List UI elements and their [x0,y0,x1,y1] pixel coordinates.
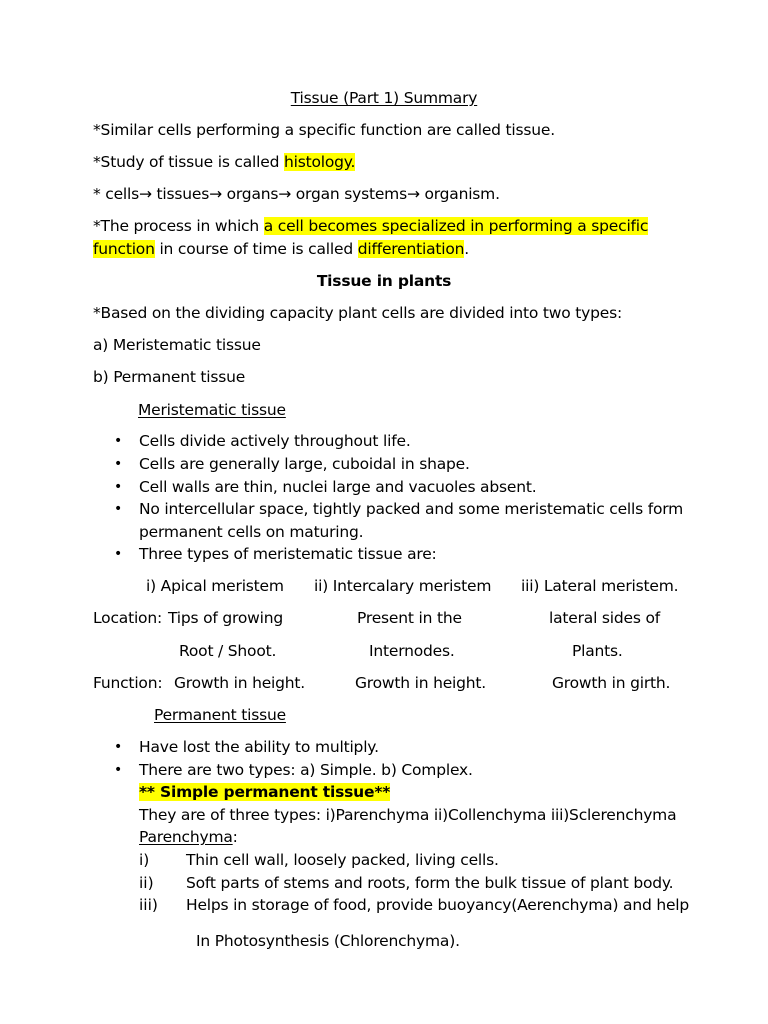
highlight-specialized: a cell becomes specialized in performing a specific [263,217,649,235]
permanent-bullet-1: Have lost the ability to multiply. [139,738,379,756]
intro-line-2-pre: *Study of tissue is called [93,153,284,171]
location-lateral: lateral sides of [549,609,661,627]
intro-line-1: *Similar cells performing a specific function are called tissue. [93,121,555,139]
location-lateral-2: Plants. [572,642,623,660]
point-1-text: Thin cell wall, loosely packed, living cells. [186,851,499,869]
title-text: Tissue (Part 1) Summary [290,89,478,107]
meristematic-bullet-4-cont: permanent cells on maturing. [139,523,364,541]
three-types-line: They are of three types: i)Parenchyma ii)Collenchyma iii)Sclerenchyma [139,806,677,824]
location-label: Location: [93,609,162,627]
intro-line-3: * cells→ tissues→ organs→ organ systems→ organism. [93,185,500,203]
location-intercalary: Present in the [357,609,462,627]
type-lateral: iii) Lateral meristem. [521,577,679,595]
parenchyma-label: Parenchyma [139,828,233,846]
intro-line-5-end: . [464,240,469,258]
highlight-differentiation: differentiation [357,240,465,258]
function-lateral: Growth in girth. [552,674,671,692]
point-2-num: ii) [139,874,154,892]
parenchyma-colon: : [232,828,238,846]
point-3-text: Helps in storage of food, provide buoyancy(Aerenchyma) and help [186,896,690,914]
simple-permanent-heading [139,782,390,802]
simple-permanent-highlight: ** Simple permanent tissue** [139,783,391,801]
function-intercalary: Growth in height. [355,674,487,692]
location-intercalary-2: Internodes. [369,642,455,660]
bullet-icon: • [114,479,123,495]
intro-line-5-mid: in course of time is called [154,240,358,258]
intro-line-5 [93,239,469,259]
meristematic-bullet-4: No intercellular space, tightly packed and some meristematic cells form [139,500,684,518]
type-intercalary: ii) Intercalary meristem [314,577,492,595]
bullet-icon: • [114,739,123,755]
page-title [0,88,768,108]
bullet-icon: • [114,501,123,517]
point-1-num: i) [139,851,150,869]
permanent-heading: Permanent tissue [154,706,286,724]
point-2-text: Soft parts of stems and roots, form the bulk tissue of plant body. [186,874,674,892]
intro-line-4-pre: *The process in which [93,217,264,235]
highlight-histology: histology. [283,153,356,171]
meristematic-bullet-3: Cell walls are thin, nuclei large and vacuoles absent. [139,478,537,496]
location-apical: Tips of growing [168,609,284,627]
bullet-icon: • [114,762,123,778]
meristematic-heading: Meristematic tissue [138,401,286,419]
intro-line-4 [93,216,648,236]
intro-line-2 [93,152,355,172]
permanent-bullet-2: There are two types: a) Simple. b) Complex. [139,761,473,779]
meristematic-bullet-1: Cells divide actively throughout life. [139,432,411,450]
meristematic-bullet-5: Three types of meristematic tissue are: [139,545,437,563]
point-3-num: iii) [139,896,158,914]
parenchyma-label-line [139,827,238,847]
point-3-continued: In Photosynthesis (Chlorenchyma). [196,932,460,950]
plants-heading: Tissue in plants [316,272,452,290]
plants-line-1: *Based on the dividing capacity plant cells are divided into two types: [93,304,622,322]
bullet-icon: • [114,546,123,562]
function-label: Function: [93,674,163,692]
type-apical: i) Apical meristem [146,577,284,595]
location-apical-2: Root / Shoot. [179,642,277,660]
bullet-icon: • [114,456,123,472]
highlight-function: function [93,240,155,258]
function-apical: Growth in height. [174,674,306,692]
meristematic-bullet-2: Cells are generally large, cuboidal in shape. [139,455,470,473]
plants-type-b: b) Permanent tissue [93,368,246,386]
plants-type-a: a) Meristematic tissue [93,336,261,354]
bullet-icon: • [114,433,123,449]
